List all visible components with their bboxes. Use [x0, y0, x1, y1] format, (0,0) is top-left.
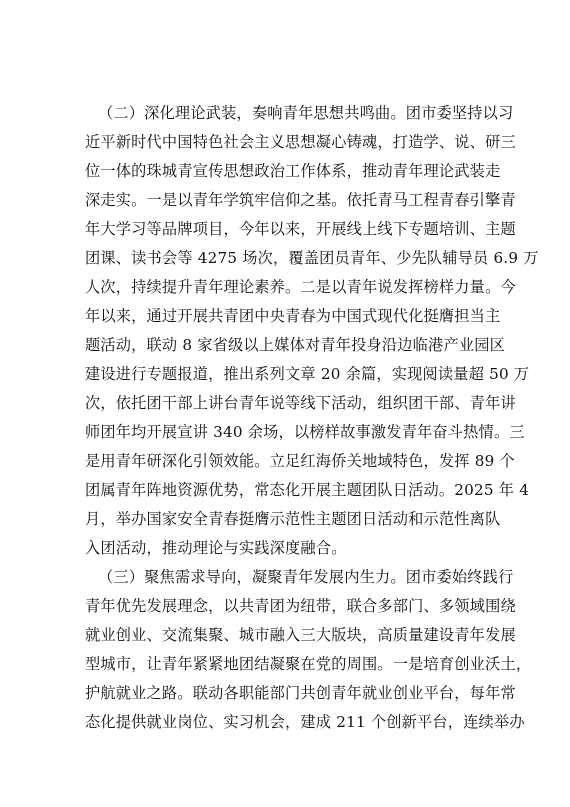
paragraph-line: 就业创业、交流集聚、城市融入三大版块，高质量建设青年发展 [85, 626, 516, 644]
paragraph-line: 次，依托团干部上讲台青年说等线下活动，组织团干部、青年讲 [85, 394, 516, 412]
paragraph-line: 建设进行专题报道，推出系列文章 20 余篇，实现阅读量超 50 万 [85, 365, 530, 383]
paragraph-line: 团属青年阵地资源优势，常态化开展主题团队日活动。2025 年 4 [85, 481, 530, 499]
paragraph-line: （二）深化理论武装，奏响青年思想共鸣曲。团市委坚持以习 [98, 104, 514, 122]
paragraph-line: 年以来，通过开展共青团中央青春为中国式现代化挺膺担当主 [85, 307, 501, 325]
paragraph-line: 人次，持续提升青年理论素养。二是以青年说发挥榜样力量。今 [85, 278, 516, 296]
paragraph-line: 年大学习等品牌项目，今年以来，开展线上线下专题培训、主题 [85, 220, 516, 238]
paragraph-line: 师团年均开展宣讲 340 余场，以榜样故事激发青年奋斗热情。三 [85, 423, 525, 441]
paragraph-line: 态化提供就业岗位、实习机会，建成 211 个创新平台，连续举办 [85, 713, 525, 731]
paragraph-line: 护航就业之路。联动各职能部门共创青年就业创业平台，每年常 [85, 684, 516, 702]
paragraph-line: 型城市，让青年紧紧地团结凝聚在党的周围。一是培育创业沃土， [85, 655, 532, 673]
paragraph-line: 题活动，联动 8 家省级以上媒体对青年投身沿边临港产业园区 [85, 336, 505, 354]
paragraph-line: 深走实。一是以青年学筑牢信仰之基。依托青马工程青春引擎青 [85, 191, 516, 209]
paragraph-line: 是用青年研深化引领效能。立足红海侨关地域特色，发挥 89 个 [85, 452, 515, 470]
paragraph-line: 青年优先发展理念，以共青团为纽带，联合多部门、多领域围绕 [85, 597, 516, 615]
paragraph-line: 团课、读书会等 4275 场次，覆盖团员青年、少先队辅导员 6.9 万 [85, 249, 539, 267]
paragraph-line: 月，举办国家安全青春挺膺示范性主题团日活动和示范性离队 [85, 510, 501, 528]
paragraph-line: 位一体的珠城青宣传思想政治工作体系，推动青年理论武装走 [85, 162, 501, 180]
paragraph-line: 近平新时代中国特色社会主义思想凝心铸魂，打造学、说、研三 [85, 133, 516, 151]
paragraph-line: 入团活动，推动理论与实践深度融合。 [85, 539, 347, 557]
paragraph-line: （三）聚焦需求导向，凝聚青年发展内生力。团市委始终践行 [98, 568, 514, 586]
